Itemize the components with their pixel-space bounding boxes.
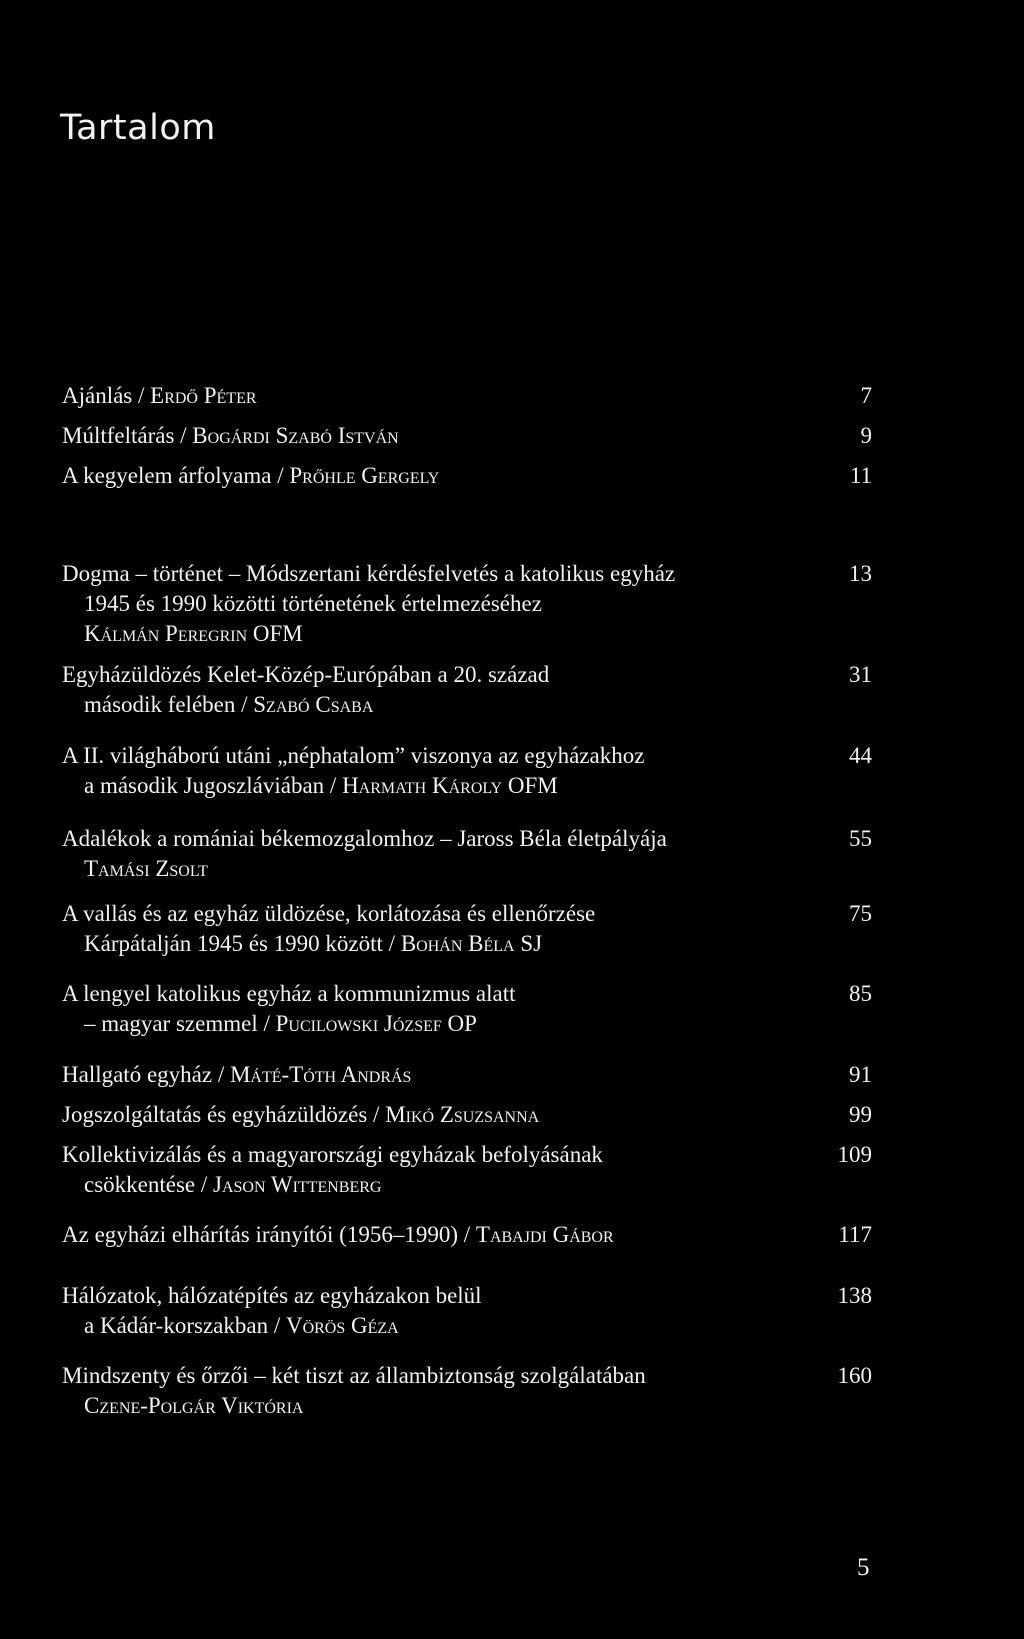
- toc-entry: [62, 741, 872, 801]
- toc-entry-author: Czene-Polgár Viktória: [84, 1393, 304, 1418]
- toc-entry-line: a második Jugoszláviában / Harmath Károly OFM: [84, 773, 558, 798]
- toc-entry: [62, 421, 872, 451]
- toc-entry-page: 11: [849, 463, 872, 488]
- toc-entry-page: 91: [849, 1062, 872, 1087]
- toc-entry-author: Mikó Zsuzsanna: [385, 1102, 540, 1127]
- toc-entry-author: Bogárdi Szabó István: [192, 423, 399, 448]
- toc-entry-page: 85: [849, 981, 872, 1006]
- toc-entry-page: 109: [837, 1142, 872, 1167]
- toc-entry-line: A II. világháború utáni „néphatalom” viszonya az egyházakhoz: [62, 743, 645, 768]
- toc-entry: [62, 899, 872, 959]
- toc-entry-author: Harmath Károly OFM: [342, 773, 558, 798]
- toc-entry: [62, 824, 872, 884]
- toc-entry-page: 55: [849, 826, 872, 851]
- toc-entry: [62, 1281, 872, 1341]
- toc-entry-line: a Kádár-korszakban / Vörös Géza: [84, 1313, 399, 1338]
- toc-entry-author: Vörös Géza: [285, 1313, 399, 1338]
- toc-entry: [62, 1060, 872, 1090]
- toc-entry-author: Tabajdi Gábor: [475, 1222, 614, 1247]
- page-number: 5: [857, 1554, 870, 1581]
- toc-entry-author: Bohán Béla SJ: [400, 931, 543, 956]
- toc-entry-title: [62, 1100, 872, 1130]
- toc-entry-line: Jogszolgáltatás és egyházüldözés / Mikó Zsuzsanna: [62, 1102, 540, 1127]
- toc-entry-title: [62, 660, 872, 720]
- toc-entry-page: 9: [860, 423, 872, 448]
- toc-entry-line: [62, 854, 802, 884]
- toc-entry-line: Ajánlás / Erdő Péter: [62, 383, 257, 408]
- toc-entry-page: 117: [838, 1222, 872, 1247]
- toc-entry: [62, 559, 872, 649]
- toc-entry-title: [62, 1060, 872, 1090]
- toc-entry-line: Az egyházi elhárítás irányítói (1956–1990) / Tabajdi Gábor: [62, 1222, 614, 1247]
- toc-entry-title: [62, 1220, 872, 1250]
- toc-entry: [62, 381, 872, 411]
- toc-entry: [62, 1220, 872, 1250]
- toc-entry-title: [62, 1361, 872, 1421]
- toc-entry-line: [62, 1391, 802, 1421]
- page-title: Tartalom: [60, 108, 216, 148]
- toc-entry-line: A lengyel katolikus egyház a kommunizmus alatt: [62, 981, 516, 1006]
- toc-entry-title: [62, 824, 872, 884]
- toc-entry-title: [62, 1281, 872, 1341]
- toc-entry-line: Kollektivizálás és a magyarországi egyházak befolyásának: [62, 1142, 603, 1167]
- toc-entry: [62, 1361, 872, 1421]
- toc-entry-title: [62, 461, 872, 491]
- toc-entry-author: Tamási Zsolt: [84, 856, 208, 881]
- toc-entry-line: Adalékok a romániai békemozgalomhoz – Jaross Béla életpályája: [62, 826, 667, 851]
- toc-entry-page: 160: [837, 1363, 872, 1388]
- toc-entry-line: – magyar szemmel / Pucilowski József OP: [84, 1011, 477, 1036]
- toc-entry: [62, 1100, 872, 1130]
- toc-entry-author: Szabó Csaba: [253, 692, 374, 717]
- toc-entry-line: A kegyelem árfolyama / Prőhle Gergely: [62, 463, 440, 488]
- toc-entry-author: Prőhle Gergely: [289, 463, 440, 488]
- toc-entry-line: Kárpátalján 1945 és 1990 között / Bohán Béla SJ: [84, 931, 543, 956]
- toc-entry-line: A vallás és az egyház üldözése, korlátozása és ellenőrzése: [62, 901, 596, 926]
- toc-entry-title: [62, 979, 872, 1039]
- toc-entry-page: 99: [849, 1102, 872, 1127]
- toc-entry-line: csökkentése / Jason Wittenberg: [84, 1172, 382, 1197]
- toc-entry-line: 1945 és 1990 közötti történetének értelmezéséhez: [84, 591, 542, 616]
- toc-entry-page: 138: [837, 1283, 872, 1308]
- toc-entry-author: Jason Wittenberg: [213, 1172, 382, 1197]
- toc-entry-author: Máté-Tóth András: [229, 1062, 412, 1087]
- toc-entry-title: [62, 559, 872, 649]
- toc-entry-title: [62, 381, 872, 411]
- toc-entry-page: 75: [849, 901, 872, 926]
- toc-entry-author: Erdő Péter: [150, 383, 257, 408]
- toc-entry: [62, 1140, 872, 1200]
- toc-entry-page: 31: [849, 662, 872, 687]
- toc-entry-title: [62, 421, 872, 451]
- toc-entry: [62, 979, 872, 1039]
- toc-entry-page: 7: [860, 383, 872, 408]
- toc-entry-title: [62, 899, 872, 959]
- toc-entry-line: Mindszenty és őrzői – két tiszt az állambiztonság szolgálatában: [62, 1363, 646, 1388]
- toc-entry-line: Hallgató egyház / Máté-Tóth András: [62, 1062, 412, 1087]
- toc-entry: [62, 461, 872, 491]
- toc-entry-author: Pucilowski József OP: [275, 1011, 477, 1036]
- toc-entry-title: [62, 1140, 872, 1200]
- toc-entry-line: Hálózatok, hálózatépítés az egyházakon belül: [62, 1283, 482, 1308]
- toc-entry-line: [62, 619, 802, 649]
- toc-entry-page: 13: [849, 561, 872, 586]
- toc-entry-line: Dogma – történet – Módszertani kérdésfelvetés a katolikus egyház: [62, 561, 676, 586]
- toc-entry-title: [62, 741, 872, 801]
- toc-entry-author: Kálmán Peregrin OFM: [84, 621, 303, 646]
- toc-entry-line: második felében / Szabó Csaba: [84, 692, 374, 717]
- toc-entry: [62, 660, 872, 720]
- toc-entry-page: 44: [849, 743, 872, 768]
- toc-entry-line: Múltfeltárás / Bogárdi Szabó István: [62, 423, 399, 448]
- toc-entry-line: Egyházüldözés Kelet-Közép-Európában a 20. század: [62, 662, 550, 687]
